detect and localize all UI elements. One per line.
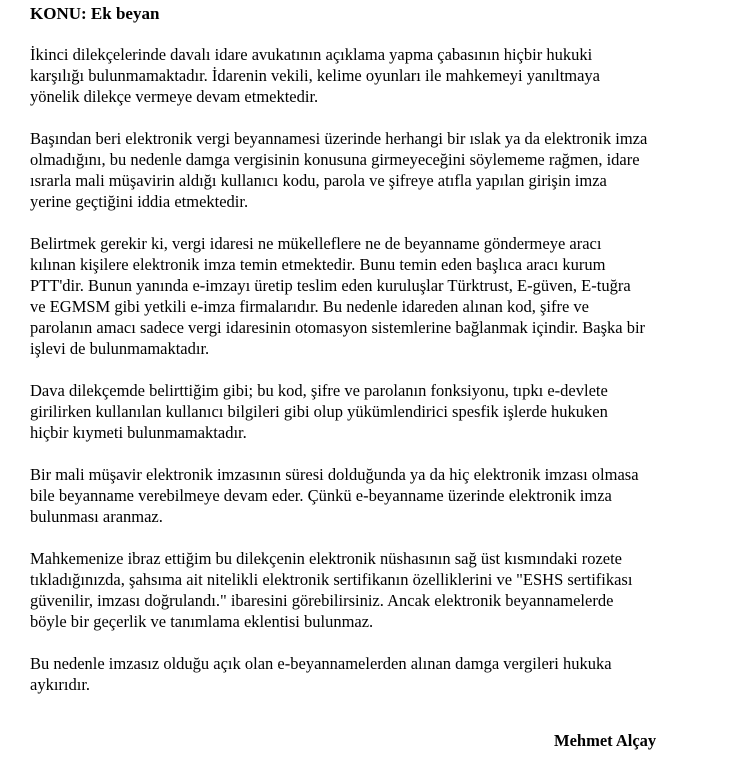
paragraph-line: PTT'dir. Bunun yanında e-imzayı üretip teslim eden kuruluşlar Türktrust, E-güven, E-tuğra xyxy=(30,276,631,295)
paragraph-2 xyxy=(30,128,730,212)
paragraph-line: hiçbir kıymeti bulunmamaktadır. xyxy=(30,423,247,442)
paragraph-line: tıkladığınızda, şahsıma ait nitelikli elektronik sertifikanın özelliklerini ve "ESHS sertifikası xyxy=(30,570,633,589)
paragraph-7 xyxy=(30,653,730,695)
paragraph-line: böyle bir geçerlik ve tanımlama eklentisi bulunmaz. xyxy=(30,612,374,631)
paragraph-line: bile beyanname verebilmeye devam eder. Çünkü e-beyanname üzerinde elektronik imza xyxy=(30,486,612,505)
paragraph-line: ve EGMSM gibi yetkili e-imza firmalarıdır. Bu nedenle idareden alınan kod, şifre ve xyxy=(30,297,590,316)
paragraph-line: bulunması aranmaz. xyxy=(30,507,163,526)
paragraph-line: karşılığı bulunmamaktadır. İdarenin vekili, kelime oyunları ile mahkemeyi yanıltmaya xyxy=(30,66,601,85)
paragraph-line: kılınan kişilere elektronik imza temin etmektedir. Bunu temin eden başlıca aracı kurum xyxy=(30,255,606,274)
paragraph-line: Bir mali müşavir elektronik imzasının süresi dolduğunda ya da hiç elektronik imzası olmasa xyxy=(30,465,639,484)
paragraph-line: Dava dilekçemde belirttiğim gibi; bu kod, şifre ve parolanın fonksiyonu, tıpkı e-devlete xyxy=(30,381,608,400)
paragraph-line: aykırıdır. xyxy=(30,675,91,694)
paragraph-line: yerine geçtiğini iddia etmektedir. xyxy=(30,192,249,211)
paragraph-line: olmadığını, bu nedenle damga vergisinin konusuna girmeyeceğini söylememe rağmen, idare xyxy=(30,150,640,169)
paragraph-4 xyxy=(30,380,730,443)
signature-name: Mehmet Alçay xyxy=(554,731,657,750)
paragraph-line: girilirken kullanılan kullanıcı bilgileri gibi olup yükümlendirici spesfik işlerde hukuken xyxy=(30,402,608,421)
paragraph-line: İkinci dilekçelerinde davalı idare avukatının açıklama yapma çabasının hiçbir hukuki xyxy=(30,45,593,64)
paragraph-3 xyxy=(30,233,730,359)
paragraph-line: Mahkemenize ibraz ettiğim bu dilekçenin elektronik nüshasının sağ üst kısmındaki rozete xyxy=(30,549,623,568)
paragraph-5 xyxy=(30,464,730,527)
paragraph-line: ısrarla mali müşavirin aldığı kullanıcı kodu, parola ve şifreye atıfla yapılan girişin imza xyxy=(30,171,607,190)
paragraph-line: parolanın amacı sadece vergi idaresinin otomasyon sistemlerine bağlanmak içindir. Başka bir xyxy=(30,318,646,337)
paragraph-line: yönelik dilekçe vermeye devam etmektedir. xyxy=(30,87,319,106)
paragraph-line: güvenilir, imzası doğrulandı." ibaresini görebilirsiniz. Ancak elektronik beyannamelerde xyxy=(30,591,614,610)
paragraph-line: Bu nedenle imzasız olduğu açık olan e-beyannamelerden alınan damga vergileri hukuka xyxy=(30,654,612,673)
paragraph-line: işlevi de bulunmamaktadır. xyxy=(30,339,210,358)
paragraph-6 xyxy=(30,548,730,632)
paragraph-1 xyxy=(30,44,730,107)
document-body xyxy=(30,4,730,716)
paragraph-line: Başından beri elektronik vergi beyannamesi üzerinde herhangi bir ıslak ya da elektronik imza xyxy=(30,129,648,148)
paragraph-line: Belirtmek gerekir ki, vergi idaresi ne mükelleflere ne de beyanname göndermeye aracı xyxy=(30,234,602,253)
subject-heading: KONU: Ek beyan xyxy=(30,4,160,23)
